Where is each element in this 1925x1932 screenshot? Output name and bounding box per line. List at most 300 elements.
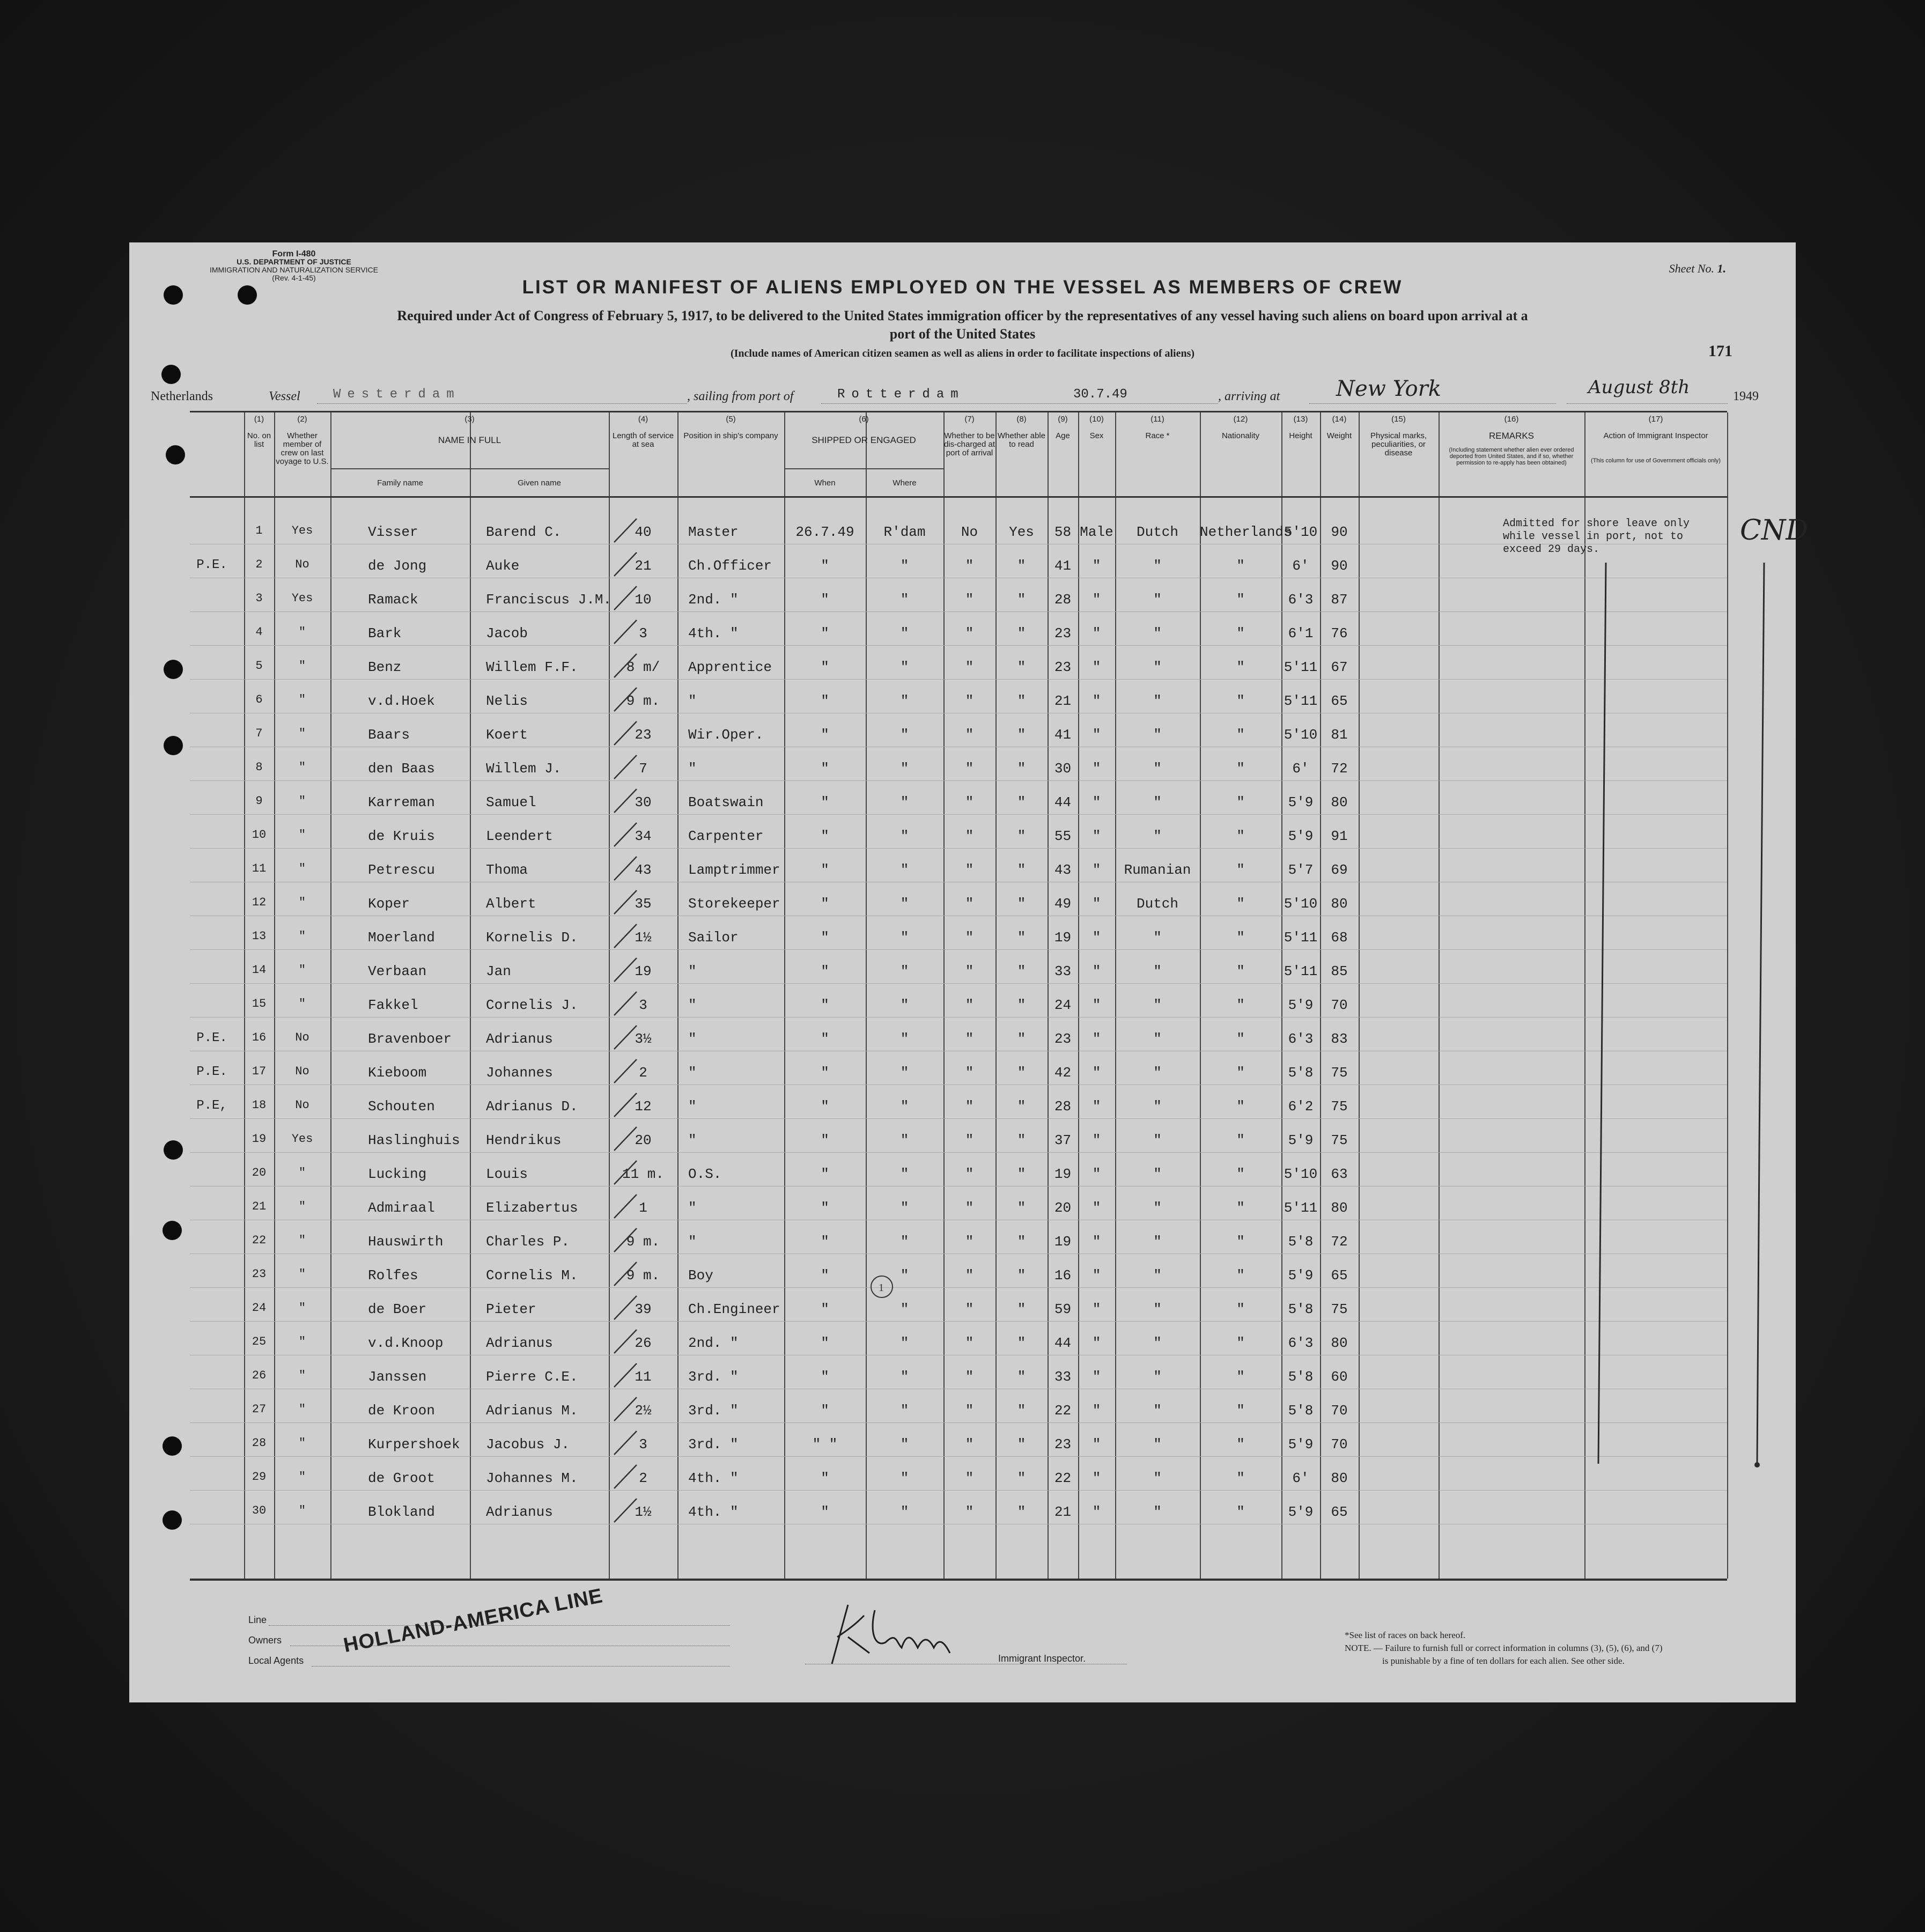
cell-age: 44 [1054, 1335, 1072, 1351]
cell-nationality: " [1236, 761, 1245, 777]
cell-position: " [688, 1132, 697, 1148]
cell-no: 20 [252, 1166, 267, 1179]
cell-prev: " [298, 1301, 306, 1315]
cell-nationality: " [1236, 1267, 1245, 1284]
cell-read: Yes [1009, 524, 1034, 540]
manifest-sheet [129, 242, 1808, 1702]
cell-height: 5'8 [1288, 1403, 1314, 1419]
column-header: Age [1056, 431, 1070, 440]
cell-family: Blokland [368, 1504, 435, 1520]
cell-age: 44 [1054, 794, 1072, 810]
cell-position: Wir.Oper. [688, 727, 764, 743]
cell-family: Karreman [368, 794, 435, 810]
cell-when: " [821, 828, 829, 844]
penalty-note-2: is punishable by a fine of ten dollars for each alien. See other side. [1382, 1656, 1625, 1666]
cell-prev: " [298, 828, 306, 842]
cell-when: " [821, 794, 829, 810]
cell-sex: " [1092, 997, 1101, 1013]
cell-prev: " [298, 693, 306, 706]
cell-no: 25 [252, 1335, 267, 1348]
cell-given: Adrianus [486, 1335, 553, 1351]
cell-service: 1½ [635, 1504, 652, 1520]
cell-race: " [1153, 659, 1162, 675]
cell-family: Rolfes [368, 1267, 418, 1284]
cell-race: " [1153, 625, 1162, 641]
cell-sex: " [1092, 693, 1101, 709]
cell-height: 6'1 [1288, 625, 1314, 641]
cell-when: " [821, 1403, 829, 1419]
cell-prev: " [298, 1504, 306, 1517]
column-header: Physical marks, peculiarities, or disease [1370, 431, 1427, 458]
cell-sex: " [1092, 1470, 1101, 1486]
column-subheader: Where [893, 478, 917, 488]
cell-sex: " [1092, 1369, 1101, 1385]
cell-service: 1 [639, 1200, 647, 1216]
cell-race: " [1153, 1065, 1162, 1081]
cell-given: Kornelis D. [486, 930, 578, 946]
cell-family: Janssen [368, 1369, 427, 1385]
cell-nationality: " [1236, 693, 1245, 709]
cell-discharge: " [965, 727, 974, 743]
cell-race: " [1153, 1403, 1162, 1419]
cell-height: 5'10 [1284, 727, 1318, 743]
cell-race: Dutch [1136, 896, 1178, 912]
punch-hole [163, 1221, 182, 1240]
column-number: (14) [1332, 415, 1347, 424]
cell-weight: 70 [1331, 1403, 1348, 1419]
cell-prev: No [295, 1031, 309, 1044]
cell-read: " [1017, 592, 1026, 608]
cell-service: 1½ [635, 930, 652, 946]
cell-race: " [1153, 1436, 1162, 1452]
cell-read: " [1017, 659, 1026, 675]
owners-label: Owners [248, 1635, 282, 1646]
punch-hole [164, 660, 183, 679]
page-number: 171 [1708, 342, 1732, 360]
cell-when: " [821, 1369, 829, 1385]
cell-family: Benz [368, 659, 402, 675]
cell-discharge: " [965, 1267, 974, 1284]
line-label: Line [248, 1614, 267, 1625]
cell-where: " [900, 1098, 909, 1115]
cell-family: de Groot [368, 1470, 435, 1486]
column-header: Position in ship's company [683, 431, 778, 440]
cell-discharge: " [965, 828, 974, 844]
cell-where: " [900, 1200, 909, 1216]
cell-age: 23 [1054, 1031, 1072, 1047]
column-number: (15) [1391, 415, 1406, 424]
punch-hole [164, 736, 183, 755]
cell-given: Barend C. [486, 524, 562, 540]
cell-position: " [688, 997, 697, 1013]
cell-weight: 70 [1331, 1436, 1348, 1452]
cell-discharge: " [965, 1335, 974, 1351]
cell-discharge: " [965, 558, 974, 574]
cell-prev: " [298, 727, 306, 740]
cell-when: " [821, 997, 829, 1013]
cell-read: " [1017, 1403, 1026, 1419]
cell-prev: " [298, 659, 306, 673]
cell-service: 11 m. [622, 1166, 664, 1182]
cell-family: Kurpershoek [368, 1436, 460, 1452]
cell-age: 23 [1054, 625, 1072, 641]
cell-position: " [688, 1098, 697, 1115]
cell-prev: " [298, 1166, 306, 1179]
cell-no: 6 [255, 693, 263, 706]
cell-discharge: " [965, 693, 974, 709]
cell-position: Sailor [688, 930, 739, 946]
cell-height: 5'9 [1288, 1267, 1314, 1284]
cell-height: 5'8 [1288, 1065, 1314, 1081]
cell-given: Pieter [486, 1301, 536, 1317]
cell-position: Ch.Engineer [688, 1301, 780, 1317]
cell-age: 20 [1054, 1200, 1072, 1216]
cell-height: 5'9 [1288, 828, 1314, 844]
cell-sex: " [1092, 1132, 1101, 1148]
cell-when: " [821, 558, 829, 574]
cell-age: 55 [1054, 828, 1072, 844]
cell-sex: " [1092, 1403, 1101, 1419]
cell-sex: " [1092, 828, 1101, 844]
cell-read: " [1017, 997, 1026, 1013]
column-number: (2) [297, 415, 307, 424]
cell-height: 5'10 [1284, 896, 1318, 912]
cell-height: 6' [1292, 558, 1309, 574]
cell-service: 39 [635, 1301, 652, 1317]
cell-nationality: " [1236, 1335, 1245, 1351]
cell-no: 26 [252, 1369, 267, 1382]
cell-no: 28 [252, 1436, 267, 1450]
cell-no: 9 [255, 794, 263, 808]
cell-read: " [1017, 727, 1026, 743]
cell-sex: " [1092, 794, 1101, 810]
cell-weight: 65 [1331, 1267, 1348, 1284]
cell-when: " [821, 727, 829, 743]
cell-race: " [1153, 1301, 1162, 1317]
cell-position: 2nd. " [688, 592, 739, 608]
cell-where: " [900, 727, 909, 743]
cell-sex: " [1092, 727, 1101, 743]
column-subheader: Family name [377, 478, 423, 488]
cell-position: O.S. [688, 1166, 722, 1182]
column-number: (9) [1058, 415, 1068, 424]
cell-when: " [821, 930, 829, 946]
column-subheader: When [814, 478, 836, 488]
cell-position: 4th. " [688, 1470, 739, 1486]
arrival-port: New York [1336, 377, 1441, 401]
cell-no: 4 [255, 625, 263, 639]
cell-no: 11 [252, 862, 267, 875]
cell-height: 5'11 [1284, 1200, 1318, 1216]
cell-service: 7 [639, 761, 647, 777]
cell-weight: 80 [1331, 896, 1348, 912]
cell-sex: " [1092, 862, 1101, 878]
cell-when: " [821, 862, 829, 878]
cell-height: 5'9 [1288, 997, 1314, 1013]
column-header: Action of Immigrant Inspector [1603, 431, 1708, 440]
cell-age: 30 [1054, 761, 1072, 777]
port-entry-mark: P.E. [196, 1065, 227, 1079]
cell-sex: " [1092, 1335, 1101, 1351]
svg-text:1: 1 [879, 1282, 884, 1294]
cell-position: " [688, 1031, 697, 1047]
cell-age: 21 [1054, 693, 1072, 709]
cell-position: 4th. " [688, 625, 739, 641]
cell-service: 34 [635, 828, 652, 844]
cell-read: " [1017, 1267, 1026, 1284]
cell-height: 6'3 [1288, 1031, 1314, 1047]
cell-where: " [900, 558, 909, 574]
cell-nationality: " [1236, 1436, 1245, 1452]
cell-discharge: " [965, 896, 974, 912]
cell-given: Auke [486, 558, 520, 574]
cell-age: 23 [1054, 1436, 1072, 1452]
cell-weight: 65 [1331, 1504, 1348, 1520]
cell-given: Elizabertus [486, 1200, 578, 1216]
cell-nationality: " [1236, 963, 1245, 979]
cell-when: 26.7.49 [795, 524, 854, 540]
cell-race: " [1153, 997, 1162, 1013]
cell-when: " [821, 1132, 829, 1148]
column-number: (8) [1016, 415, 1027, 424]
cell-age: 43 [1054, 862, 1072, 878]
cell-race: " [1153, 1470, 1162, 1486]
column-number: (3) [464, 415, 475, 424]
sheet-number: Sheet No. 1. [1669, 262, 1726, 275]
cell-service: 8 m/ [626, 659, 660, 675]
cell-age: 42 [1054, 1065, 1072, 1081]
cell-read: " [1017, 1234, 1026, 1250]
port-entry-mark: P.E, [196, 1098, 227, 1113]
cell-discharge: " [965, 625, 974, 641]
race-note: *See list of races on back hereof. [1345, 1630, 1466, 1640]
flag: Netherlands [151, 389, 213, 403]
cell-given: Adrianus [486, 1504, 553, 1520]
cell-no: 27 [252, 1403, 267, 1416]
cell-sex: " [1092, 1200, 1101, 1216]
cell-nationality: " [1236, 625, 1245, 641]
cell-given: Samuel [486, 794, 536, 810]
column-header: Height [1289, 431, 1312, 440]
cell-when: " [821, 1031, 829, 1047]
cell-no: 1 [255, 524, 263, 537]
cell-discharge: " [965, 1065, 974, 1081]
cell-prev: " [298, 1470, 306, 1484]
cell-where: " [900, 1504, 909, 1520]
cell-race: Dutch [1136, 524, 1178, 540]
cell-age: 16 [1054, 1267, 1072, 1284]
cell-height: 5'7 [1288, 862, 1314, 878]
cell-when: " [821, 896, 829, 912]
cell-given: Jacobus J. [486, 1436, 570, 1452]
cell-height: 5'11 [1284, 659, 1318, 675]
cell-given: Cornelis J. [486, 997, 578, 1013]
cell-given: Thoma [486, 862, 528, 878]
voyage-line [129, 377, 1796, 405]
cell-race: " [1153, 1369, 1162, 1385]
cell-where: " [900, 659, 909, 675]
punch-hole [163, 1436, 182, 1456]
cell-discharge: " [965, 1031, 974, 1047]
cell-family: Koper [368, 896, 410, 912]
cell-position: Boy [688, 1267, 713, 1284]
cell-where: " [900, 794, 909, 810]
column-number: (6) [859, 415, 869, 424]
cell-discharge: " [965, 1200, 974, 1216]
port-entry-mark: P.E. [196, 558, 227, 572]
cell-height: 6' [1292, 761, 1309, 777]
cell-given: Adrianus M. [486, 1403, 578, 1419]
cell-weight: 90 [1331, 558, 1348, 574]
cell-given: Louis [486, 1166, 528, 1182]
cell-family: Bravenboer [368, 1031, 452, 1047]
cell-no: 15 [252, 997, 267, 1011]
cell-read: " [1017, 1200, 1026, 1216]
column-subnote: (This column for use of Government officials only) [1591, 458, 1721, 464]
cell-age: 58 [1054, 524, 1072, 540]
cell-where: " [900, 1335, 909, 1351]
cell-race: " [1153, 1335, 1162, 1351]
cell-sex: " [1092, 558, 1101, 574]
cell-nationality: " [1236, 558, 1245, 574]
cell-nationality: " [1236, 659, 1245, 675]
cell-read: " [1017, 1436, 1026, 1452]
cell-when: " [821, 1470, 829, 1486]
cell-prev: " [298, 1267, 306, 1281]
cell-height: 5'9 [1288, 1132, 1314, 1148]
cell-discharge: " [965, 1132, 974, 1148]
cell-race: " [1153, 693, 1162, 709]
cell-where: " [900, 761, 909, 777]
cell-family: Baars [368, 727, 410, 743]
cell-sex: " [1092, 1031, 1101, 1047]
cell-discharge: " [965, 659, 974, 675]
cell-service: 23 [635, 727, 652, 743]
cell-service: 9 m. [626, 693, 660, 709]
cell-service: 19 [635, 963, 652, 979]
cell-no: 13 [252, 930, 267, 943]
cell-prev: " [298, 625, 306, 639]
cell-race: " [1153, 1132, 1162, 1148]
column-header: SHIPPED OR ENGAGED [812, 435, 916, 445]
cell-prev: " [298, 963, 306, 977]
cell-position: " [688, 1065, 697, 1081]
cell-sex: " [1092, 592, 1101, 608]
cell-read: " [1017, 963, 1026, 979]
cell-family: de Kroon [368, 1403, 435, 1419]
cell-where: " [900, 930, 909, 946]
cell-discharge: " [965, 1301, 974, 1317]
cell-age: 37 [1054, 1132, 1072, 1148]
cell-height: 5'8 [1288, 1234, 1314, 1250]
cell-weight: 72 [1331, 761, 1348, 777]
cell-position: Carpenter [688, 828, 764, 844]
cell-discharge: " [965, 761, 974, 777]
cell-weight: 68 [1331, 930, 1348, 946]
cell-given: Johannes [486, 1065, 553, 1081]
vessel-label: Vessel [269, 389, 300, 403]
cell-when: " [821, 625, 829, 641]
cell-given: Willem F.F. [486, 659, 578, 675]
cell-read: " [1017, 828, 1026, 844]
cell-position: " [688, 1234, 697, 1250]
cell-height: 5'10 [1284, 1166, 1318, 1182]
cell-sex: " [1092, 963, 1101, 979]
agents-label: Local Agents [248, 1655, 304, 1666]
cell-given: Albert [486, 896, 536, 912]
cell-nationality: " [1236, 862, 1245, 878]
cell-nationality: Netherlands [1200, 524, 1292, 540]
cell-prev: No [295, 1065, 309, 1078]
cell-read: " [1017, 794, 1026, 810]
cell-no: 8 [255, 761, 263, 774]
cell-no: 7 [255, 727, 263, 740]
cell-position: 3rd. " [688, 1369, 739, 1385]
subtitle: port of the United States [889, 326, 1036, 342]
column-number: (16) [1504, 415, 1519, 424]
column-number: (5) [726, 415, 736, 424]
cell-weight: 90 [1331, 524, 1348, 540]
cell-age: 41 [1054, 727, 1072, 743]
cell-given: Cornelis M. [486, 1267, 578, 1284]
cell-age: 49 [1054, 896, 1072, 912]
cell-read: " [1017, 1132, 1026, 1148]
cell-service: 43 [635, 862, 652, 878]
cell-height: 6' [1292, 1470, 1309, 1486]
cell-read: " [1017, 761, 1026, 777]
punch-hole [164, 1140, 183, 1160]
cell-discharge: " [965, 1436, 974, 1452]
cell-where: " [900, 1132, 909, 1148]
cell-where: " [900, 1065, 909, 1081]
cell-where: " [900, 963, 909, 979]
cell-service: 20 [635, 1132, 652, 1148]
cell-sex: " [1092, 896, 1101, 912]
cell-height: 5'11 [1284, 963, 1318, 979]
page-title: LIST OR MANIFEST OF ALIENS EMPLOYED ON THE VESSEL AS MEMBERS OF CREW [522, 277, 1403, 298]
cell-no: 3 [255, 592, 263, 605]
cell-position: 4th. " [688, 1504, 739, 1520]
cell-service: 2 [639, 1470, 647, 1486]
cell-sex: " [1092, 1436, 1101, 1452]
column-header: NAME IN FULL [438, 435, 501, 445]
cell-weight: 75 [1331, 1098, 1348, 1115]
cell-height: 5'9 [1288, 794, 1314, 810]
cell-race: " [1153, 1031, 1162, 1047]
cell-race: " [1153, 1504, 1162, 1520]
cell-nationality: " [1236, 1369, 1245, 1385]
cell-position: Apprentice [688, 659, 772, 675]
cell-discharge: No [961, 524, 978, 540]
cell-family: v.d.Hoek [368, 693, 435, 709]
cell-sex: " [1092, 1065, 1101, 1081]
column-number: (11) [1150, 415, 1164, 424]
cell-family: Haslinghuis [368, 1132, 460, 1148]
cell-given: Jacob [486, 625, 528, 641]
cell-race: " [1153, 1200, 1162, 1216]
cell-when: " [821, 963, 829, 979]
cell-weight: 81 [1331, 727, 1348, 743]
cell-no: 14 [252, 963, 267, 977]
cell-service: 12 [635, 1098, 652, 1115]
cell-service: 21 [635, 558, 652, 574]
cell-service: 9 m. [626, 1267, 660, 1284]
column-number: (12) [1233, 415, 1248, 424]
cell-nationality: " [1236, 727, 1245, 743]
cell-weight: 80 [1331, 1470, 1348, 1486]
punch-hole [163, 1510, 182, 1530]
cell-no: 12 [252, 896, 267, 909]
